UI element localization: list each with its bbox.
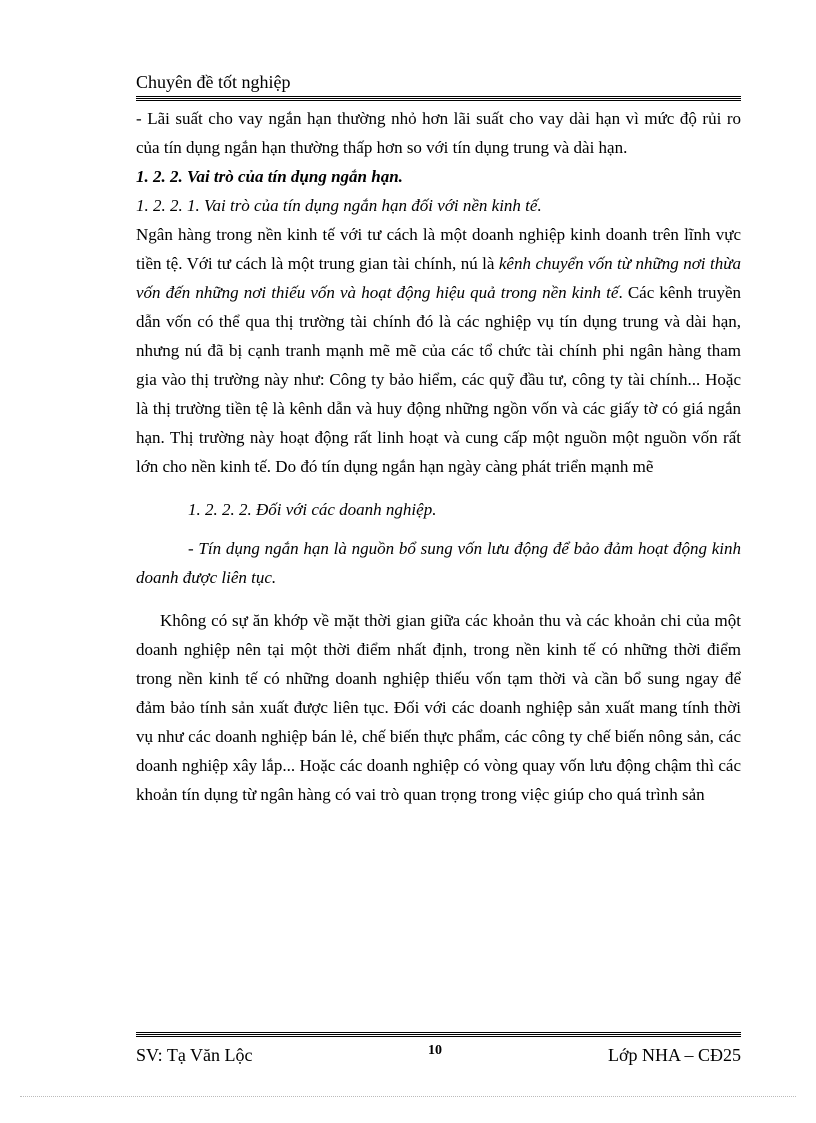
header-title: Chuyên đề tốt nghiệp (136, 72, 291, 92)
page-content (136, 104, 741, 809)
page-footer (136, 1044, 741, 1068)
paragraph-bank-role-italic: kênh chuyển vốn từ những nơi thừa vốn đến những nơi thiếu vốn và hoạt động hiệu quả trong nền kinh tế (136, 254, 741, 302)
paragraph-bank-role-text-2: . Các kênh truyền dẫn vốn có thể qua thị trường tài chính đó là các nghiệp vụ tín dụng trung và dài hạn, nhưng nú đã bị cạnh tranh mạnh mẽ mẽ của các tổ chức tài chính phi ngân hàng tham gia vào thị trường này như: Công ty bảo hiểm, các quỹ đầu tư, công ty tài chính... Hoặc là thị trường tiền tệ là kênh dẫn và huy động những ngồn vốn và các giấy tờ có giá ngắn hạn. Thị trường này hoạt động rất linh hoạt và cung cấp một nguồn một nguồn vốn rất lớn cho nền kinh tế. Do đó tín dụng ngắn hạn ngày càng phát triển mạnh mẽ (136, 283, 742, 476)
page-number: 10 (428, 1043, 442, 1058)
paragraph-interest-rate: - Lãi suất cho vay ngắn hạn thường nhỏ hơn lãi suất cho vay dài hạn vì mức độ rủi ro của tín dụng ngắn hạn thường thấp hơn so với tín dụng trung và dài hạn. (136, 109, 741, 157)
header-divider (136, 96, 741, 101)
paragraph-bank-role-text-1: Ngân hàng trong nền kinh tế với tư cách là một doanh nghiệp kinh doanh trên lĩnh vực tiền tệ. Với tư cách là một trung gian tài chính, nú là (136, 225, 741, 273)
heading-for-enterprises: 1. 2. 2. 2. Đối với các doanh nghiệp. (188, 500, 437, 519)
page-bottom-dotted-edge (20, 1096, 796, 1097)
paragraph-bank-role (136, 220, 741, 481)
footer-class-label: Lớp NHA – CĐ25 (607, 1045, 741, 1065)
footer-divider (136, 1032, 741, 1037)
paragraph-working-capital: - Tín dụng ngắn hạn là nguồn bổ sung vốn lưu động để bảo đảm hoạt động kinh doanh được liên tục. (136, 539, 741, 587)
heading-role-short-term-credit: 1. 2. 2. Vai trò của tín dụng ngắn hạn. (136, 167, 403, 186)
footer-student-name: SV: Tạ Văn Lộc (136, 1045, 253, 1065)
heading-role-in-economy: 1. 2. 2. 1. Vai trò của tín dụng ngắn hạn đối với nền kinh tế. (136, 196, 542, 215)
paragraph-timing-mismatch: Không có sự ăn khớp về mặt thời gian giữa các khoản thu và các khoản chi của một doanh nghiệp nên tại một thời điểm nhất định, trong nền kinh tế có những thời điểm trong nền kinh tế có những doanh nghiệp thiếu vốn tạm thời và cần bổ sung ngay để đảm bảo tính sản xuất được liên tục. Đối với các doanh nghiệp sản xuất mang tính thời vụ như các doanh nghiệp bán lẻ, chế biến thực phẩm, các công ty chế biến nông sản, các doanh nghiệp xây lắp... Hoặc các doanh nghiệp có vòng quay vốn lưu động chậm thì các khoản tín dụng từ ngân hàng có vai trò quan trọng trong việc giúp cho quá trình sản (136, 611, 741, 804)
